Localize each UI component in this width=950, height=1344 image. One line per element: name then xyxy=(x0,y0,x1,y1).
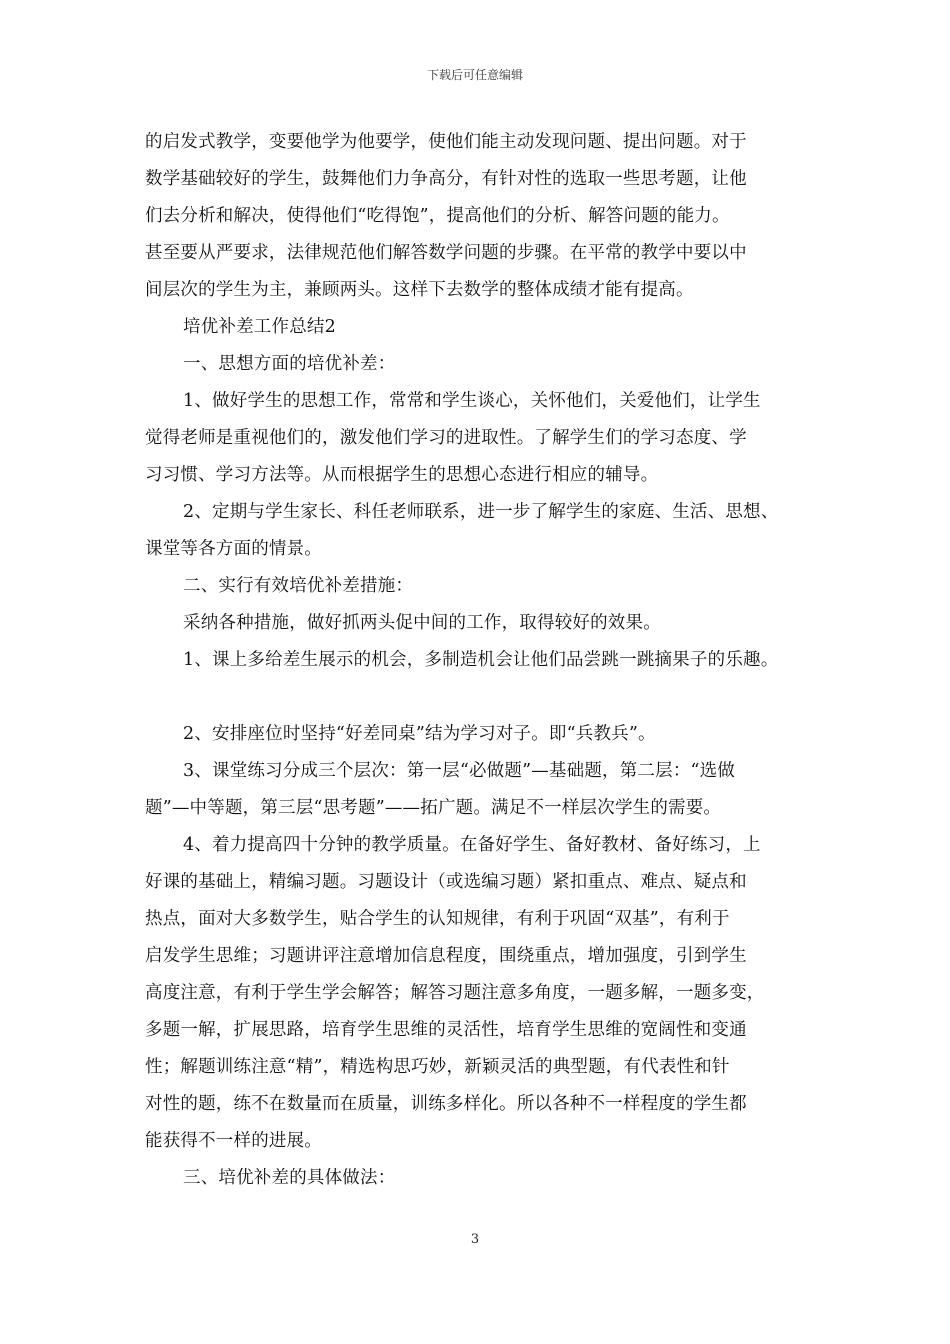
paragraph-line: 间层次的学生为主，兼顾两头。这样下去数学的整体成绩才能有提高。 xyxy=(145,280,694,300)
paragraph-line: 采纳各种措施，做好抓两头促中间的工作，取得较好的效果。 xyxy=(183,613,661,633)
paragraph-line: 3、课堂练习分成三个层次：第一层“必做题”—基础题，第二层：“选做 xyxy=(183,761,736,781)
section-title: 培优补差工作总结2 xyxy=(183,317,336,337)
paragraph-line: 高度注意，有利于学生学会解答；解答习题注意多角度，一题多解，一题多变， xyxy=(145,983,765,1003)
paragraph-line: 2、安排座位时坚持“好差同桌”结为学习对子。即“兵教兵”。 xyxy=(183,724,656,744)
paragraph-line: 性；解题训练注意“精”，精选构思巧妙，新颖灵活的典型题，有代表性和针 xyxy=(145,1057,730,1077)
paragraph-line: 1、做好学生的思想工作，常常和学生谈心，关怀他们，关爱他们，让学生 xyxy=(183,391,761,411)
paragraph-line: 习习惯、学习方法等。从而根据学生的思想心态进行相应的辅导。 xyxy=(145,465,659,485)
paragraph-line: 课堂等各方面的情景。 xyxy=(145,539,322,559)
blank-line xyxy=(145,679,820,716)
paragraph-line: 2、定期与学生家长、科任老师联系，进一步了解学生的家庭、生活、思想、 xyxy=(183,502,779,522)
section-heading: 一、思想方面的培优补差： xyxy=(183,354,396,374)
paragraph-line: 的启发式教学，变要他学为他要学，使他们能主动发现问题、提出问题。对于 xyxy=(145,132,747,152)
page-header: 下载后可任意编辑 xyxy=(426,68,523,82)
paragraph-line: 题”—中等题，第三层“思考题”——拓广题。满足不一样层次学生的需要。 xyxy=(145,798,722,818)
document-body xyxy=(145,124,820,1197)
paragraph-line: 能获得不一样的进展。 xyxy=(145,1131,322,1151)
paragraph-line: 好课的基础上，精编习题。习题设计（或选编习题）紧扣重点、难点、疑点和 xyxy=(145,872,747,892)
paragraph-line: 1、课上多给差生展示的机会，多制造机会让他们品尝跳一跳摘果子的乐趣。 xyxy=(183,650,779,670)
paragraph-line: 们去分析和解决，使得他们“吃得饱”，提高他们的分析、解答问题的能力。 xyxy=(145,206,730,226)
paragraph-line: 多题一解，扩展思路，培育学生思维的灵活性，培育学生思维的宽阔性和变通 xyxy=(145,1020,747,1040)
paragraph-line: 觉得老师是重视他们的，激发他们学习的进取性。了解学生们的学习态度、学 xyxy=(145,428,747,448)
paragraph-line: 4、着力提高四十分钟的教学质量。在备好学生、备好教材、备好练习，上 xyxy=(183,835,761,855)
paragraph-line: 甚至要从严要求，法律规范他们解答数学问题的步骤。在平常的教学中要以中 xyxy=(145,243,747,263)
paragraph-line: 数学基础较好的学生，鼓舞他们力争高分，有针对性的选取一些思考题，让他 xyxy=(145,169,747,189)
section-heading: 二、实行有效培优补差措施： xyxy=(183,576,414,596)
section-heading: 三、培优补差的具体做法： xyxy=(183,1168,396,1188)
paragraph-line: 对性的题，练不在数量而在质量，训练多样化。所以各种不一样程度的学生都 xyxy=(145,1094,747,1114)
paragraph-line: 热点，面对大多数学生，贴合学生的认知规律，有利于巩固“双基”，有利于 xyxy=(145,909,730,929)
page-number: 3 xyxy=(470,1232,480,1247)
paragraph-line: 启发学生思维；习题讲评注意增加信息程度，围绕重点，增加强度，引到学生 xyxy=(145,946,747,966)
